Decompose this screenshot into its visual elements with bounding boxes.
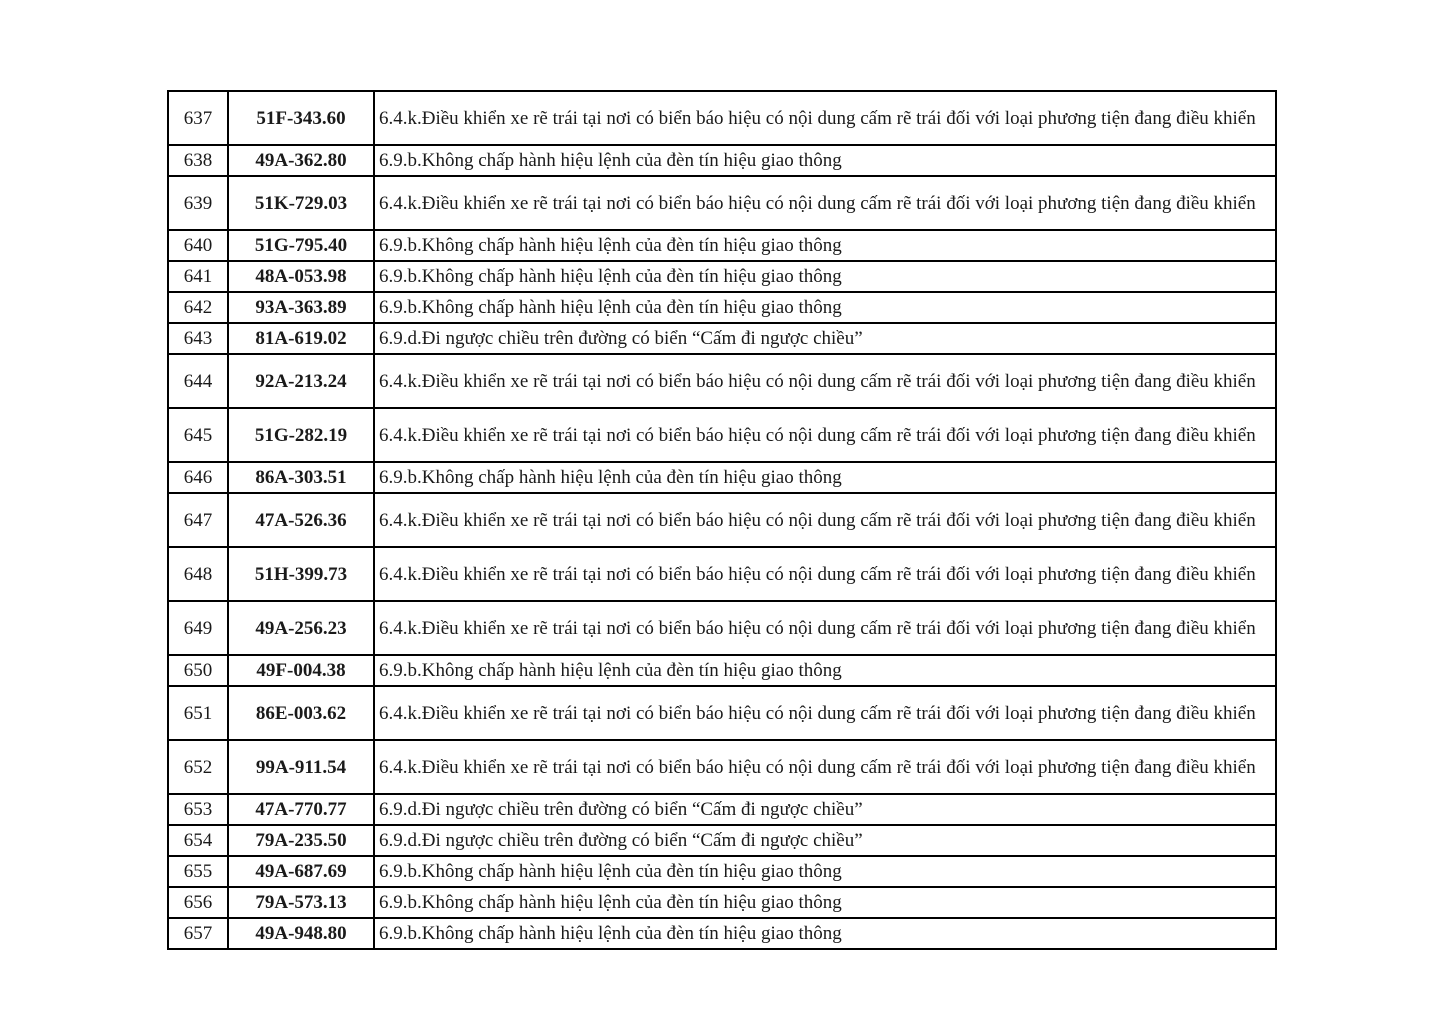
violation-description: 6.9.b.Không chấp hành hiệu lệnh của đèn tín hiệu giao thông bbox=[374, 145, 1276, 176]
row-number: 638 bbox=[168, 145, 228, 176]
license-plate: 92A-213.24 bbox=[228, 354, 374, 408]
row-number: 646 bbox=[168, 462, 228, 493]
table-row bbox=[168, 493, 1276, 547]
row-number: 641 bbox=[168, 261, 228, 292]
violation-description: 6.4.k.Điều khiển xe rẽ trái tại nơi có biển báo hiệu có nội dung cấm rẽ trái đối với loại phương tiện đang điều khiển bbox=[374, 91, 1276, 145]
table-row bbox=[168, 856, 1276, 887]
license-plate: 51G-282.19 bbox=[228, 408, 374, 462]
table-row bbox=[168, 655, 1276, 686]
table-row bbox=[168, 323, 1276, 354]
violation-description: 6.9.b.Không chấp hành hiệu lệnh của đèn tín hiệu giao thông bbox=[374, 292, 1276, 323]
license-plate: 51G-795.40 bbox=[228, 230, 374, 261]
table-row bbox=[168, 601, 1276, 655]
row-number: 643 bbox=[168, 323, 228, 354]
table-row bbox=[168, 887, 1276, 918]
violations-table bbox=[167, 90, 1277, 950]
row-number: 654 bbox=[168, 825, 228, 856]
row-number: 642 bbox=[168, 292, 228, 323]
table-row bbox=[168, 408, 1276, 462]
violation-description: 6.9.b.Không chấp hành hiệu lệnh của đèn tín hiệu giao thông bbox=[374, 887, 1276, 918]
violation-description: 6.4.k.Điều khiển xe rẽ trái tại nơi có biển báo hiệu có nội dung cấm rẽ trái đối với loại phương tiện đang điều khiển bbox=[374, 601, 1276, 655]
table-row bbox=[168, 230, 1276, 261]
license-plate: 49A-362.80 bbox=[228, 145, 374, 176]
violation-description: 6.9.b.Không chấp hành hiệu lệnh của đèn tín hiệu giao thông bbox=[374, 230, 1276, 261]
violation-description: 6.4.k.Điều khiển xe rẽ trái tại nơi có biển báo hiệu có nội dung cấm rẽ trái đối với loại phương tiện đang điều khiển bbox=[374, 408, 1276, 462]
license-plate: 51K-729.03 bbox=[228, 176, 374, 230]
table-row bbox=[168, 794, 1276, 825]
license-plate: 93A-363.89 bbox=[228, 292, 374, 323]
license-plate: 49A-256.23 bbox=[228, 601, 374, 655]
license-plate: 79A-235.50 bbox=[228, 825, 374, 856]
table-row bbox=[168, 825, 1276, 856]
license-plate: 49F-004.38 bbox=[228, 655, 374, 686]
violation-description: 6.4.k.Điều khiển xe rẽ trái tại nơi có biển báo hiệu có nội dung cấm rẽ trái đối với loại phương tiện đang điều khiển bbox=[374, 547, 1276, 601]
license-plate: 86E-003.62 bbox=[228, 686, 374, 740]
row-number: 653 bbox=[168, 794, 228, 825]
row-number: 657 bbox=[168, 918, 228, 949]
table-row bbox=[168, 91, 1276, 145]
row-number: 647 bbox=[168, 493, 228, 547]
violation-description: 6.9.d.Đi ngược chiều trên đường có biển “Cấm đi ngược chiều” bbox=[374, 825, 1276, 856]
table-row bbox=[168, 292, 1276, 323]
violation-description: 6.4.k.Điều khiển xe rẽ trái tại nơi có biển báo hiệu có nội dung cấm rẽ trái đối với loại phương tiện đang điều khiển bbox=[374, 176, 1276, 230]
table-row bbox=[168, 145, 1276, 176]
license-plate: 47A-526.36 bbox=[228, 493, 374, 547]
violation-description: 6.9.b.Không chấp hành hiệu lệnh của đèn tín hiệu giao thông bbox=[374, 856, 1276, 887]
license-plate: 99A-911.54 bbox=[228, 740, 374, 794]
violation-description: 6.4.k.Điều khiển xe rẽ trái tại nơi có biển báo hiệu có nội dung cấm rẽ trái đối với loại phương tiện đang điều khiển bbox=[374, 354, 1276, 408]
row-number: 652 bbox=[168, 740, 228, 794]
row-number: 640 bbox=[168, 230, 228, 261]
license-plate: 48A-053.98 bbox=[228, 261, 374, 292]
license-plate: 51H-399.73 bbox=[228, 547, 374, 601]
violation-description: 6.9.d.Đi ngược chiều trên đường có biển “Cấm đi ngược chiều” bbox=[374, 323, 1276, 354]
violation-description: 6.4.k.Điều khiển xe rẽ trái tại nơi có biển báo hiệu có nội dung cấm rẽ trái đối với loại phương tiện đang điều khiển bbox=[374, 493, 1276, 547]
table-row bbox=[168, 354, 1276, 408]
violation-description: 6.9.b.Không chấp hành hiệu lệnh của đèn tín hiệu giao thông bbox=[374, 462, 1276, 493]
row-number: 650 bbox=[168, 655, 228, 686]
violation-description: 6.4.k.Điều khiển xe rẽ trái tại nơi có biển báo hiệu có nội dung cấm rẽ trái đối với loại phương tiện đang điều khiển bbox=[374, 740, 1276, 794]
row-number: 639 bbox=[168, 176, 228, 230]
violation-description: 6.4.k.Điều khiển xe rẽ trái tại nơi có biển báo hiệu có nội dung cấm rẽ trái đối với loại phương tiện đang điều khiển bbox=[374, 686, 1276, 740]
violation-description: 6.9.b.Không chấp hành hiệu lệnh của đèn tín hiệu giao thông bbox=[374, 655, 1276, 686]
license-plate: 49A-687.69 bbox=[228, 856, 374, 887]
row-number: 645 bbox=[168, 408, 228, 462]
license-plate: 47A-770.77 bbox=[228, 794, 374, 825]
license-plate: 79A-573.13 bbox=[228, 887, 374, 918]
license-plate: 86A-303.51 bbox=[228, 462, 374, 493]
row-number: 648 bbox=[168, 547, 228, 601]
license-plate: 81A-619.02 bbox=[228, 323, 374, 354]
license-plate: 51F-343.60 bbox=[228, 91, 374, 145]
table-row bbox=[168, 261, 1276, 292]
row-number: 637 bbox=[168, 91, 228, 145]
violation-description: 6.9.b.Không chấp hành hiệu lệnh của đèn tín hiệu giao thông bbox=[374, 261, 1276, 292]
table-row bbox=[168, 547, 1276, 601]
license-plate: 49A-948.80 bbox=[228, 918, 374, 949]
table-row bbox=[168, 918, 1276, 949]
violation-description: 6.9.b.Không chấp hành hiệu lệnh của đèn tín hiệu giao thông bbox=[374, 918, 1276, 949]
row-number: 644 bbox=[168, 354, 228, 408]
row-number: 655 bbox=[168, 856, 228, 887]
row-number: 651 bbox=[168, 686, 228, 740]
table-row bbox=[168, 740, 1276, 794]
row-number: 649 bbox=[168, 601, 228, 655]
row-number: 656 bbox=[168, 887, 228, 918]
table-row bbox=[168, 686, 1276, 740]
table-row bbox=[168, 176, 1276, 230]
table-row bbox=[168, 462, 1276, 493]
violation-description: 6.9.d.Đi ngược chiều trên đường có biển “Cấm đi ngược chiều” bbox=[374, 794, 1276, 825]
